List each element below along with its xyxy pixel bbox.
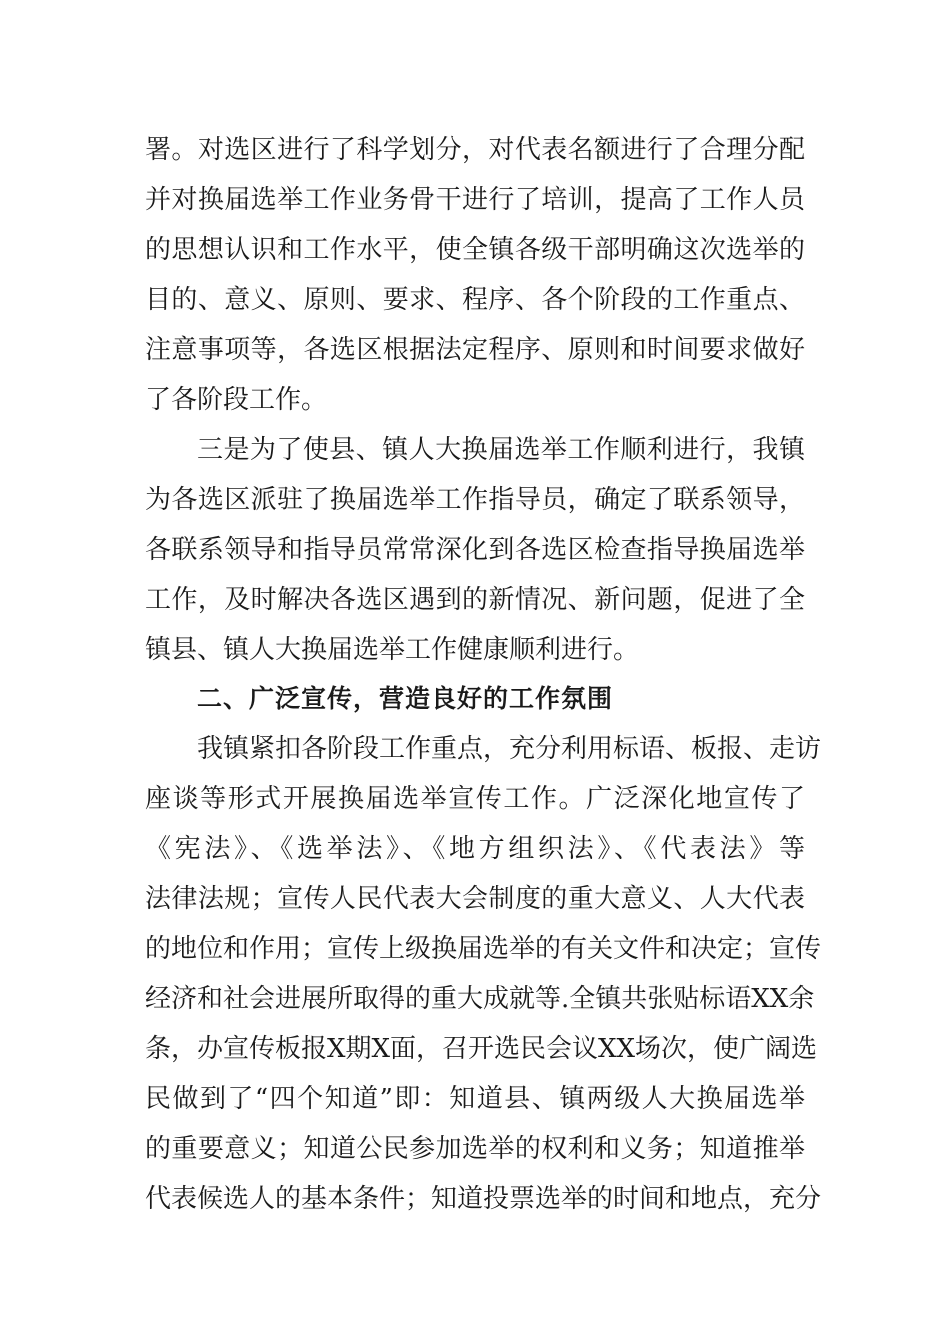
paragraph-3-line-3: 《宪法》、《选举法》、《地方组织法》、《代表法》等 [145,834,805,864]
paragraph-2-line-4: 工作，及时解决各选区遇到的新情况、新问题，促进了全 [145,585,805,615]
paragraph-2-line-1: 三是为了使县、镇人大换届选举工作顺利进行，我镇 [197,435,805,465]
paragraph-3-line-7: 条，办宣传板报X期X面，召开选民会议XX场次，使广阔选 [145,1034,818,1064]
section-heading-2: 二、广泛宣传，营造良好的工作氛围 [197,684,614,713]
paragraph-2-line-5: 镇县、镇人大换届选举工作健康顺利进行。 [145,635,640,665]
paragraph-3-line-8: 民做到了“四个知道”即：知道县、镇两级人大换届选举 [145,1084,805,1114]
paragraph-1-line-6: 了各阶段工作。 [145,385,328,415]
paragraph-3-line-2: 座谈等形式开展换届选举宣传工作。广泛深化地宣传了 [145,784,805,814]
paragraph-1-line-2: 并对换届选举工作业务骨干进行了培训，提高了工作人员 [145,185,805,215]
paragraph-2-line-3: 各联系领导和指导员常常深化到各选区检查指导换届选举 [145,535,805,565]
paragraph-1-line-5: 注意事项等，各选区根据法定程序、原则和时间要求做好 [145,335,805,365]
paragraph-3-line-9: 的重要意义；知道公民参加选举的权利和义务；知道推举 [145,1134,805,1164]
paragraph-3-line-10: 代表候选人的基本条件；知道投票选举的时间和地点，充分 [145,1184,822,1214]
paragraph-1-line-1: 署。对选区进行了科学划分，对代表名额进行了合理分配 [145,135,805,165]
paragraph-3-line-5: 的地位和作用；宣传上级换届选举的有关文件和决定；宣传 [145,934,822,964]
paragraph-1-line-3: 的思想认识和工作水平，使全镇各级干部明确这次选举的 [145,235,805,265]
paragraph-1-line-4: 目的、意义、原则、要求、程序、各个阶段的工作重点、 [145,285,805,315]
paragraph-3-line-4: 法律法规；宣传人民代表大会制度的重大意义、人大代表 [145,884,805,914]
paragraph-3-line-6: 经济和社会进展所取得的重大成就等.全镇共张贴标语XX余 [145,984,815,1014]
paragraph-2-line-2: 为各选区派驻了换届选举工作指导员，确定了联系领导， [145,485,805,515]
paragraph-3-line-1: 我镇紧扣各阶段工作重点，充分利用标语、板报、走访 [197,734,822,764]
